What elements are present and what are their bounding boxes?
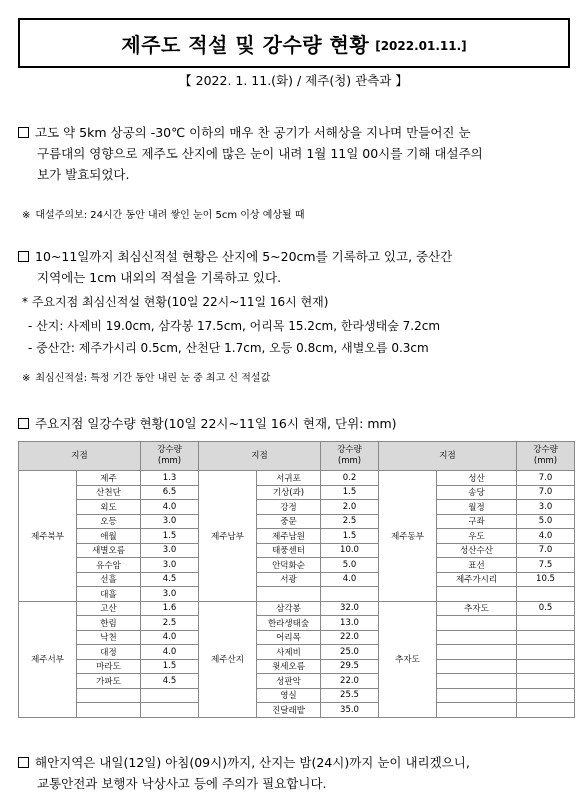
amount-cell: 3.0 (517, 500, 575, 515)
station-cell: 우도 (437, 529, 517, 544)
note-mark: ※ (22, 210, 31, 221)
station-cell: 기상(과) (257, 485, 321, 500)
snow-mid: - 중산간: 제주가시리 0.5cm, 산천단 1.7cm, 오등 0.8cm, 새별오름 0.3cm (28, 341, 429, 355)
amount-cell: 7.0 (517, 485, 575, 500)
table-row (19, 558, 575, 573)
amount-cell (517, 645, 575, 660)
station-cell (437, 645, 517, 660)
para2-line2: 지역에는 1cm 내외의 적설을 기록하고 있다. (37, 270, 282, 285)
station-cell (77, 688, 141, 703)
amount-cell: 0.2 (321, 471, 379, 486)
region-cell: 제주동부 (379, 471, 437, 602)
para1-line2: 구름대의 영향으로 제주도 산지에 많은 눈이 내려 1월 11일 00시를 기해 대설주의 (37, 146, 483, 161)
table-row (19, 587, 575, 602)
amount-cell (321, 587, 379, 602)
station-cell: 송당 (437, 485, 517, 500)
snow-header: * 주요지점 최심신적설 현황(10일 22시~11일 16시 현재) (22, 295, 329, 309)
table-row (19, 688, 575, 703)
amount-cell: 4.0 (517, 529, 575, 544)
amount-cell: 25.0 (321, 645, 379, 660)
station-cell: 제주 (77, 471, 141, 486)
station-cell: 산천단 (77, 485, 141, 500)
para1-line3: 보가 발효되었다. (37, 167, 130, 182)
paragraph-1 (18, 122, 574, 185)
header-amount: 강수량 (mm) (141, 442, 199, 471)
header-station: 지점 (199, 442, 321, 471)
amount-cell: 7.5 (517, 558, 575, 573)
note-1 (22, 206, 305, 221)
amount-cell: 10.0 (321, 543, 379, 558)
station-cell (257, 587, 321, 602)
paragraph-3 (18, 413, 574, 434)
subhead: 【 2022. 1. 11.(화) / 제주(청) 관측과 】 (179, 73, 408, 88)
station-cell: 마라도 (77, 659, 141, 674)
note-2 (22, 369, 270, 384)
table-row (19, 485, 575, 500)
station-cell: 선흘 (77, 572, 141, 587)
amount-cell: 2.0 (321, 500, 379, 515)
amount-cell (141, 703, 199, 718)
table-row (19, 514, 575, 529)
amount-cell: 35.0 (321, 703, 379, 718)
amount-cell (517, 674, 575, 689)
para4-line1: 해안지역은 내일(12일) 아침(09시)까지, 산지는 밤(24시)까지 눈이 내리겠으니, (35, 755, 470, 770)
amount-cell (517, 630, 575, 645)
amount-cell: 2.5 (141, 616, 199, 631)
station-cell: 제주남원 (257, 529, 321, 544)
station-cell (437, 630, 517, 645)
title-box (18, 18, 570, 68)
header-amount: 강수량 (mm) (321, 442, 379, 471)
amount-cell: 1.6 (141, 601, 199, 616)
station-cell: 한라생태숲 (257, 616, 321, 631)
amount-cell: 1.3 (141, 471, 199, 486)
amount-cell: 4.5 (141, 572, 199, 587)
checkbox-square-icon (18, 251, 29, 262)
station-cell: 중문 (257, 514, 321, 529)
para4-line2: 교통안전과 보행자 낙상사고 등에 주의가 필요합니다. (37, 776, 327, 791)
station-cell (437, 674, 517, 689)
table-row (19, 601, 575, 616)
station-cell: 월정 (437, 500, 517, 515)
station-cell: 한림 (77, 616, 141, 631)
station-cell: 서귀포 (257, 471, 321, 486)
station-cell: 진달래밭 (257, 703, 321, 718)
station-cell: 외도 (77, 500, 141, 515)
amount-cell (517, 659, 575, 674)
rainfall-table (18, 441, 575, 718)
station-cell: 새별오름 (77, 543, 141, 558)
region-cell: 추자도 (379, 601, 437, 717)
amount-cell: 0.5 (517, 601, 575, 616)
note-text: 대설주의보: 24시간 동안 내려 쌓인 눈이 5cm 이상 예상될 때 (35, 210, 305, 221)
station-cell: 강정 (257, 500, 321, 515)
station-cell: 안덕화순 (257, 558, 321, 573)
amount-cell: 1.5 (141, 529, 199, 544)
station-cell: 윗세오름 (257, 659, 321, 674)
snow-mountain: - 산지: 사제비 19.0cm, 삼각봉 17.5cm, 어리목 15.2cm, 한라생태숲 7.2cm (28, 319, 441, 333)
station-cell: 고산 (77, 601, 141, 616)
amount-cell: 1.5 (321, 529, 379, 544)
station-cell (437, 587, 517, 602)
station-cell (77, 703, 141, 718)
table-row (19, 659, 575, 674)
table-row (19, 471, 575, 486)
header-station: 지점 (19, 442, 141, 471)
amount-cell: 25.5 (321, 688, 379, 703)
amount-cell (517, 688, 575, 703)
table-row (19, 703, 575, 718)
table-row (19, 630, 575, 645)
amount-cell: 22.0 (321, 630, 379, 645)
region-cell: 제주서부 (19, 601, 77, 717)
station-cell: 오등 (77, 514, 141, 529)
region-cell: 제주북부 (19, 471, 77, 602)
station-cell (437, 616, 517, 631)
checkbox-square-icon (18, 418, 29, 429)
paragraph-2 (18, 246, 574, 288)
station-cell: 어리목 (257, 630, 321, 645)
header-amount: 강수량 (mm) (517, 442, 575, 471)
amount-cell (517, 587, 575, 602)
amount-cell: 29.5 (321, 659, 379, 674)
station-cell: 제주가시리 (437, 572, 517, 587)
station-cell: 대흘 (77, 587, 141, 602)
station-cell (437, 659, 517, 674)
station-cell: 서광 (257, 572, 321, 587)
table-header-row (19, 442, 575, 471)
amount-cell: 4.0 (141, 630, 199, 645)
page-title: 제주도 적설 및 강수량 현황 (121, 32, 370, 57)
para1-line1: 고도 약 5km 상공의 -30℃ 이하의 매우 찬 공기가 서해상을 지나며 만들어진 눈 (35, 125, 471, 140)
table-row (19, 616, 575, 631)
para2-line1: 10~11일까지 최심신적설 현황은 산지에 5~20cm를 기록하고 있고, 중산간 (35, 249, 453, 264)
station-cell: 사제비 (257, 645, 321, 660)
station-cell: 대정 (77, 645, 141, 660)
table-row (19, 529, 575, 544)
amount-cell: 4.5 (141, 674, 199, 689)
amount-cell: 6.5 (141, 485, 199, 500)
station-cell (437, 703, 517, 718)
table-row (19, 500, 575, 515)
amount-cell: 4.0 (141, 645, 199, 660)
station-cell: 유수암 (77, 558, 141, 573)
amount-cell: 5.0 (517, 514, 575, 529)
amount-cell: 7.0 (517, 543, 575, 558)
note-text: 최심신적설: 특정 기간 동안 내린 눈 중 최고 신 적설값 (35, 373, 271, 384)
amount-cell: 5.0 (321, 558, 379, 573)
amount-cell: 3.0 (141, 543, 199, 558)
station-cell (437, 688, 517, 703)
table-row (19, 572, 575, 587)
amount-cell: 4.0 (321, 572, 379, 587)
note-mark: ※ (22, 373, 31, 384)
amount-cell: 7.0 (517, 471, 575, 486)
station-cell: 삼각봉 (257, 601, 321, 616)
amount-cell: 3.0 (141, 514, 199, 529)
checkbox-square-icon (18, 757, 29, 768)
amount-cell: 32.0 (321, 601, 379, 616)
station-cell: 성산수산 (437, 543, 517, 558)
amount-cell: 1.5 (321, 485, 379, 500)
station-cell: 애월 (77, 529, 141, 544)
station-cell: 태풍센터 (257, 543, 321, 558)
checkbox-square-icon (18, 127, 29, 138)
region-cell: 제주남부 (199, 471, 257, 602)
station-cell: 영실 (257, 688, 321, 703)
amount-cell: 1.5 (141, 659, 199, 674)
station-cell: 낙천 (77, 630, 141, 645)
amount-cell: 4.0 (141, 500, 199, 515)
amount-cell (141, 688, 199, 703)
station-cell: 표선 (437, 558, 517, 573)
amount-cell: 22.0 (321, 674, 379, 689)
amount-cell: 2.5 (321, 514, 379, 529)
amount-cell (517, 703, 575, 718)
station-cell: 성산 (437, 471, 517, 486)
header-station: 지점 (379, 442, 517, 471)
title-date: [2022.01.11.] (375, 38, 467, 53)
station-cell: 가파도 (77, 674, 141, 689)
amount-cell: 10.5 (517, 572, 575, 587)
table-row (19, 543, 575, 558)
table-row (19, 674, 575, 689)
amount-cell: 3.0 (141, 558, 199, 573)
station-cell: 추자도 (437, 601, 517, 616)
station-cell: 성판악 (257, 674, 321, 689)
amount-cell: 13.0 (321, 616, 379, 631)
region-cell: 제주산지 (199, 601, 257, 717)
amount-cell (517, 616, 575, 631)
amount-cell: 3.0 (141, 587, 199, 602)
table-row (19, 645, 575, 660)
para3-line1: 주요지점 일강수량 현황(10일 22시~11일 16시 현재, 단위: mm) (35, 416, 397, 431)
station-cell: 구좌 (437, 514, 517, 529)
paragraph-4 (18, 752, 574, 794)
